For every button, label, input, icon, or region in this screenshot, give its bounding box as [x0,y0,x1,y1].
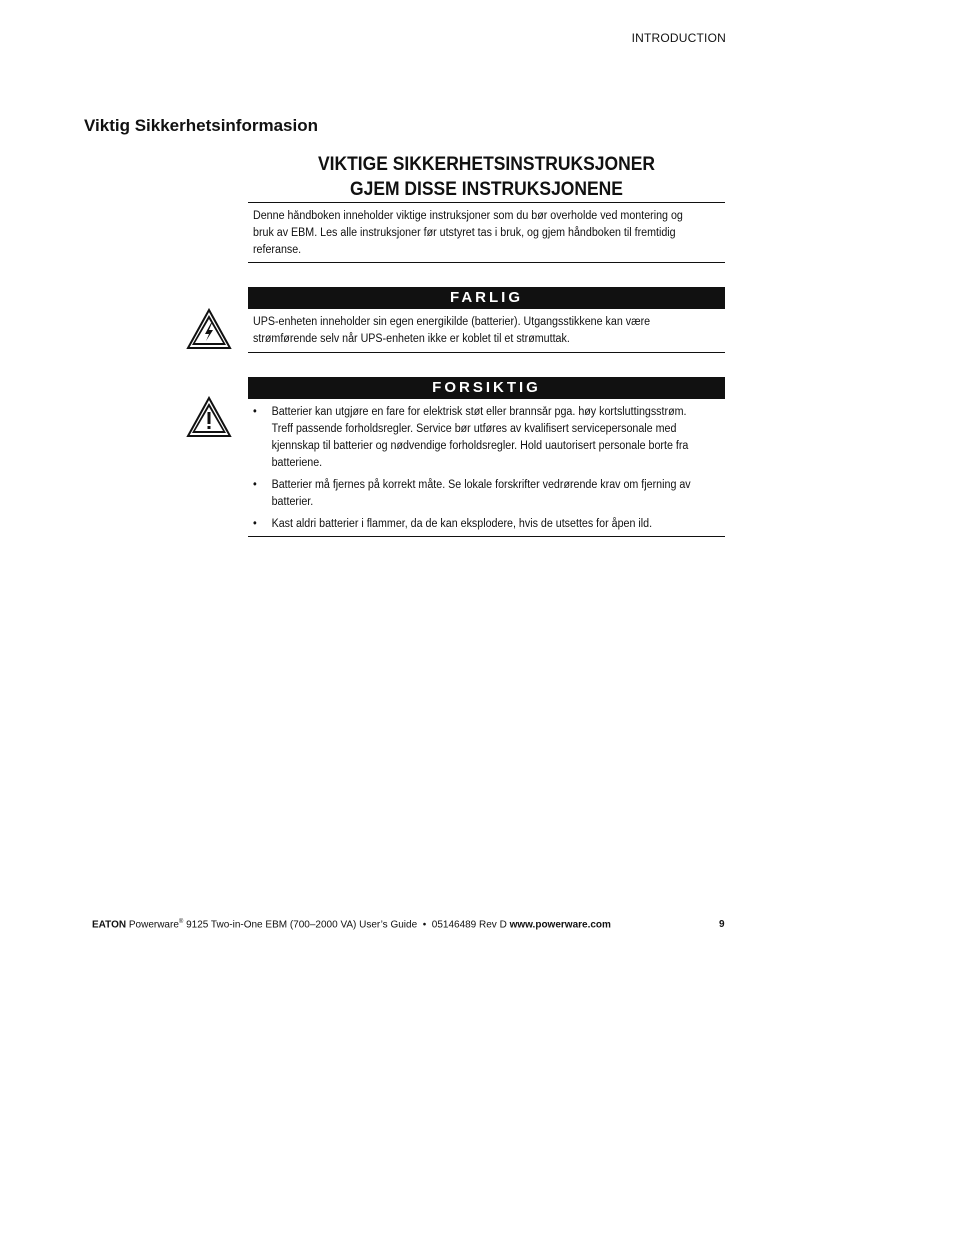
footer-brand: EATON [92,919,127,931]
bullet: • [253,518,257,530]
caution-rule [248,536,725,537]
intro-paragraph: Denne håndboken inneholder viktige instruksjoner som du bør overholde ved montering og bruk av EBM. Les alle instruksjoner før utstyret tas i bruk, og gjem håndboken til fremtidig referanse. [253,210,683,256]
list-item [253,404,698,472]
list-item-text: Batterier må fjernes på korrekt måte. Se lokale forskrifter vedrørende krav om fjerning av batterier. [271,479,691,508]
page-number: 9 [719,919,725,930]
footer-registered: ® [178,919,184,925]
list-item [253,516,698,533]
warning-exclamation-icon [186,396,232,438]
bullet: • [253,406,257,418]
section-heading: Viktig Sikkerhetsinformasion [84,116,318,135]
caution-list [253,404,698,538]
list-item [253,477,698,511]
danger-banner: FARLIG [248,287,725,309]
safety-title-line-1: VIKTIGE SIKKERHETSINSTRUKSJONER [317,154,656,175]
list-item-text: Kast aldri batterier i flammer, da de kan eksplodere, hvis de utsettes for åpen ild. [271,518,653,530]
footer-url[interactable]: www.powerware.com [509,919,611,931]
bullet: • [253,479,257,491]
danger-rule [248,352,725,353]
footer-product: Powerware [128,919,179,931]
danger-text: UPS-enheten inneholder sin egen energikilde (batterier). Utgangsstikkene kan være strømførende selv når UPS-enheten ikke er koblet til et strømuttak. [253,316,651,345]
footer [92,919,728,930]
safety-title [267,152,706,202]
intro-rule [248,262,725,263]
title-rule [248,202,725,203]
electrical-hazard-icon [186,308,232,350]
running-head: INTRODUCTION [631,31,726,45]
footer-description: 9125 Two-in-One EBM (700–2000 VA) User’s Guide • 05146489 Rev D [183,919,510,931]
caution-banner: FORSIKTIG [248,377,725,399]
list-item-text: Batterier kan utgjøre en fare for elektrisk støt eller brannsår pga. høy kortsluttingsstrøm. Treff passende forholdsregler. Service bør utføres av kvalifisert servicepersonale med kjennskap til batterier og nødvendige forholdsregler. Hold uautorisert personale borte fra batteriene. [271,406,689,469]
safety-title-line-2: GJEM DISSE INSTRUKSJONENE [350,179,623,200]
